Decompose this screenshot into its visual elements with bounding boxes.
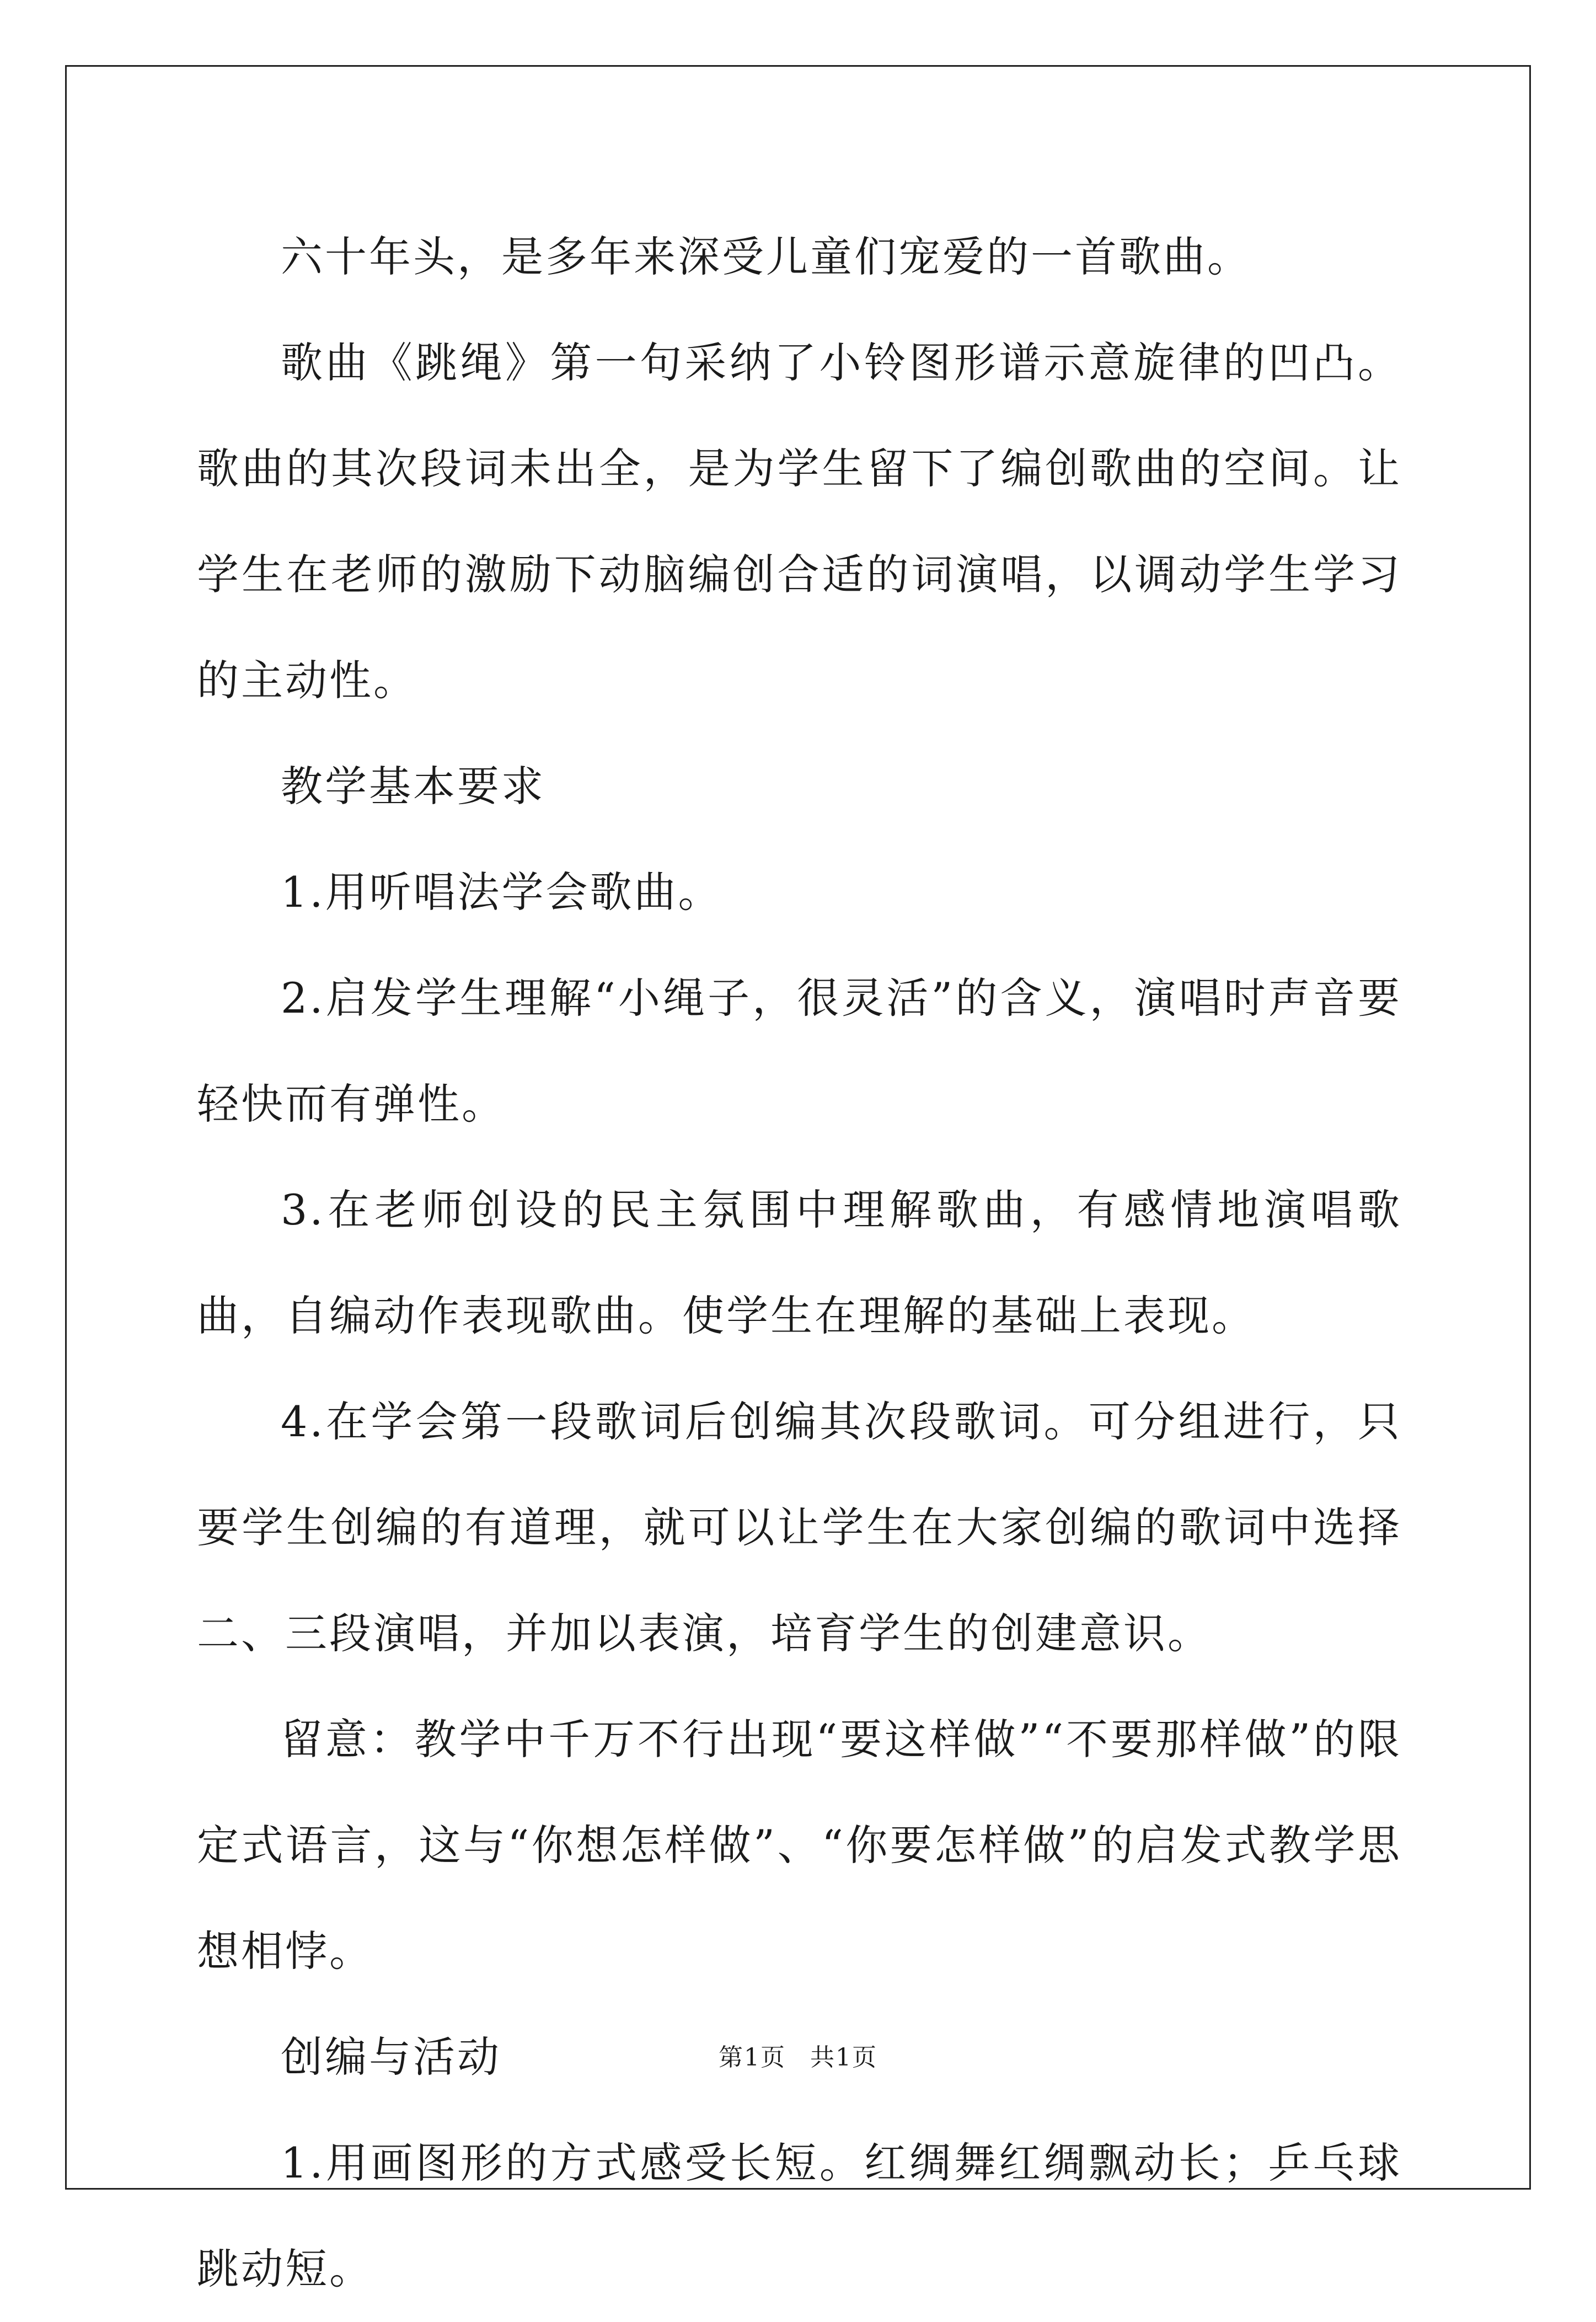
page-total: 共1页 [810, 2043, 877, 2072]
section-heading: 创编与活动 [281, 2032, 501, 2082]
section-heading: 教学基本要求 [281, 762, 545, 811]
paragraph: 六十年头，是多年来深受儿童们宠爱的一首歌曲。 [281, 232, 1251, 281]
list-item: 2.启发学生理解“小绳子，很灵活”的含义，演唱时声音要轻快而有弹性。 [197, 973, 1402, 1128]
list-item: 1.用画图形的方式感受长短。红绸舞红绸飘动长；乒乓球跳动短。 [197, 2138, 1402, 2293]
list-item: 1.用听唱法学会歌曲。 [281, 868, 722, 917]
page-footer [0, 2037, 1596, 2073]
note-paragraph: 留意：教学中千万不行出现“要这样做”“不要那样做”的限定式语言，这与“你想怎样做”、“你要怎样做”的启发式教学思想相悖。 [197, 1715, 1402, 1976]
list-item: 4.在学会第一段歌词后创编其次段歌词。可分组进行，只要学生创编的有道理，就可以让学生在大家创编的歌词中选择二、三段演唱，并加以表演，培育学生的创建意识。 [197, 1397, 1402, 1658]
paragraph: 歌曲《跳绳》第一句采纳了小铃图形谱示意旋律的凹凸。歌曲的其次段词未出全，是为学生留下了编创歌曲的空间。让学生在老师的激励下动脑编创合适的词演唱，以调动学生学习的主动性。 [197, 338, 1402, 705]
list-item: 3.在老师创设的民主氛围中理解歌曲，有感情地演唱歌曲，自编动作表现歌曲。使学生在理解的基础上表现。 [197, 1185, 1402, 1340]
document-body [197, 204, 1402, 2322]
page-number: 第1页 [719, 2043, 786, 2072]
